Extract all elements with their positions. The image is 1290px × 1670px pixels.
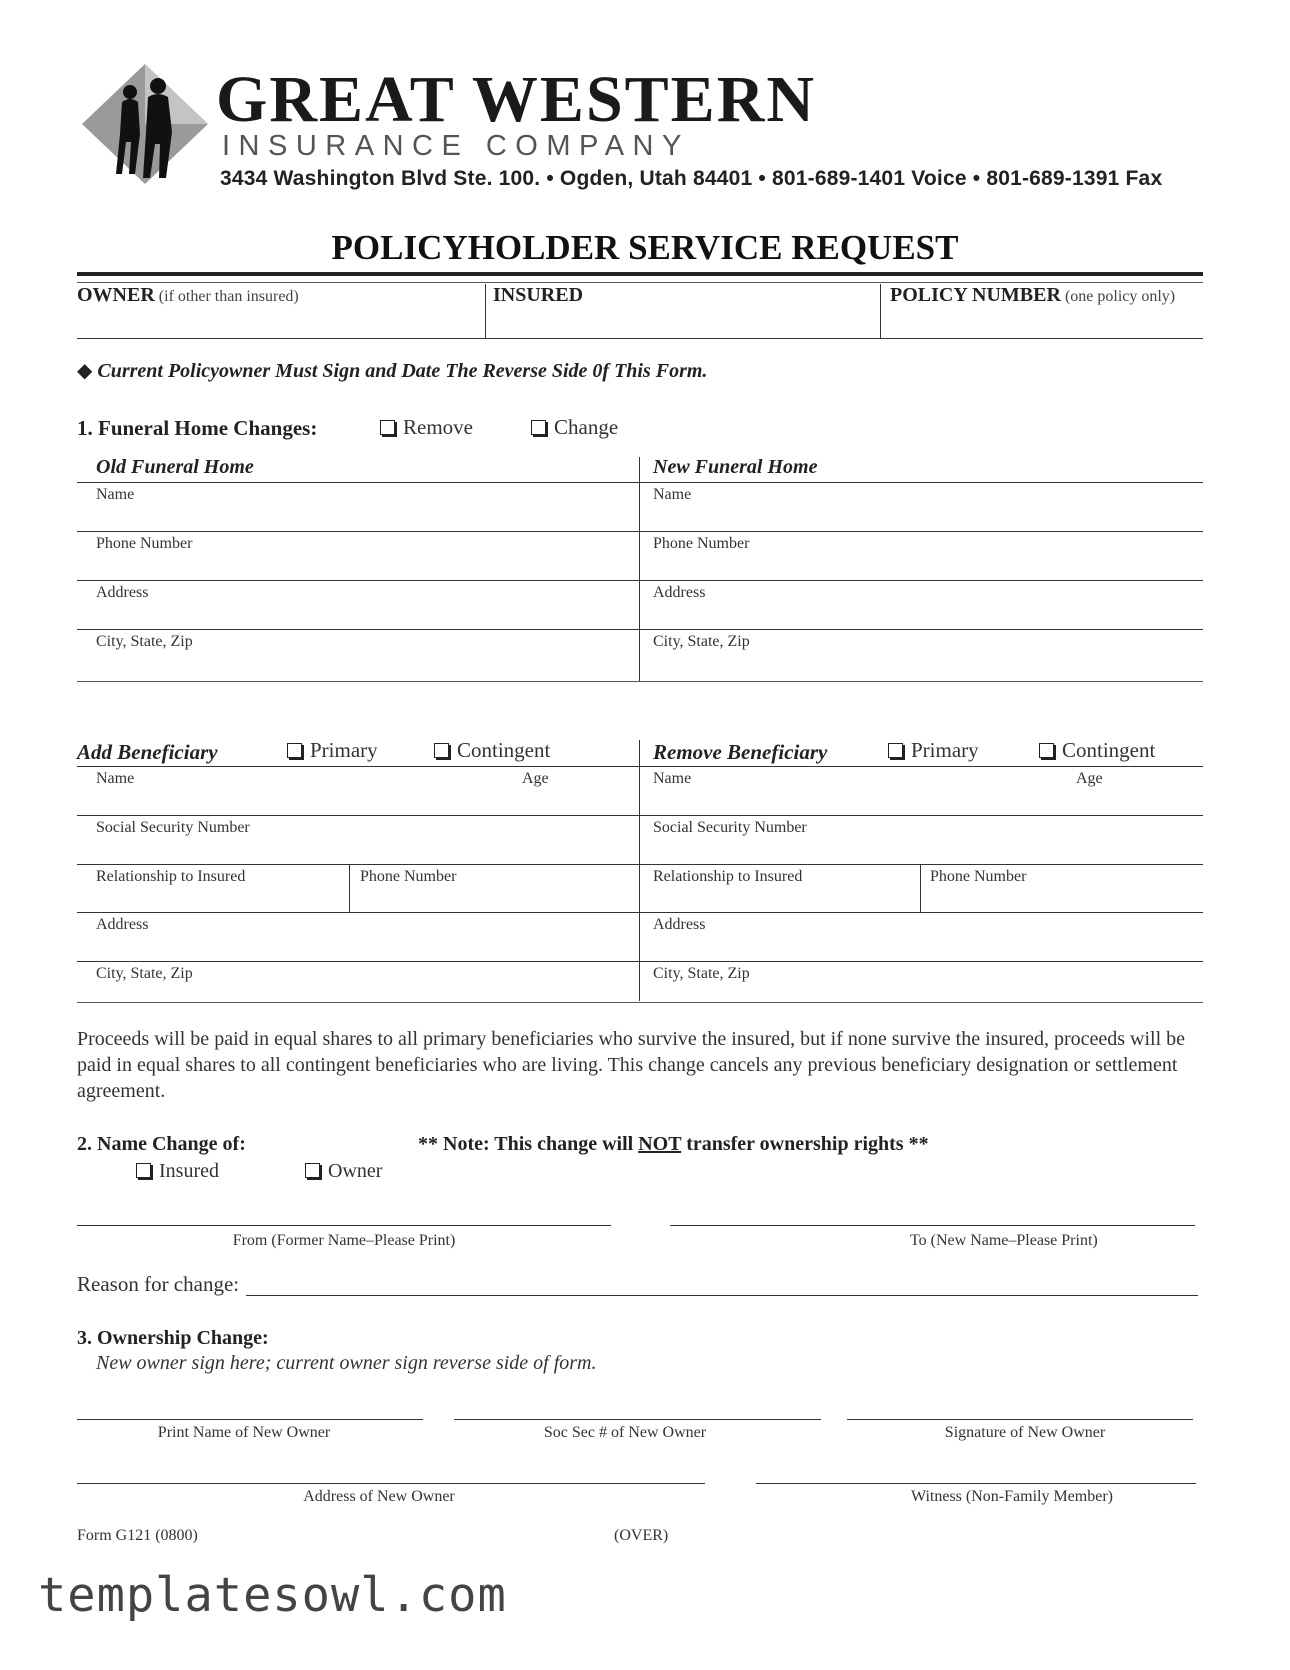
- remove-ben-age-field[interactable]: Age: [1076, 770, 1103, 787]
- signature-notice: ◆ Current Policyowner Must Sign and Date The Reverse Side 0f This Form.: [77, 360, 708, 382]
- former-name-caption: From (Former Name–Please Print): [232, 1232, 456, 1249]
- policy-note: (one policy only): [1064, 288, 1176, 305]
- new-name-caption: To (New Name–Please Print): [910, 1232, 1098, 1249]
- section1-title: 1. Funeral Home Changes:: [77, 416, 318, 440]
- new-owner-address-line[interactable]: [77, 1483, 705, 1484]
- new-owner-address-caption: Address of New Owner: [303, 1488, 455, 1505]
- ownership-note: ** Note: This change will NOT transfer ownership rights **: [418, 1133, 929, 1155]
- company-name: GREAT WESTERN: [216, 63, 817, 136]
- new-fh-name-field[interactable]: Name: [653, 486, 692, 503]
- remove-ben-name-field[interactable]: Name: [653, 770, 692, 787]
- reason-label: Reason for change:: [77, 1272, 240, 1296]
- add-ben-relationship-field[interactable]: Relationship to Insured: [96, 868, 246, 885]
- section2-title: 2. Name Change of:: [77, 1133, 246, 1155]
- policy-number-field[interactable]: [890, 284, 1203, 336]
- remove-ben-address-field[interactable]: Address: [653, 916, 706, 933]
- add-ben-phone-field[interactable]: Phone Number: [360, 868, 457, 885]
- insured-field[interactable]: [493, 284, 873, 336]
- print-name-line[interactable]: [77, 1419, 423, 1420]
- old-fh-name-field[interactable]: Name: [96, 486, 135, 503]
- form-title: POLICYHOLDER SERVICE REQUEST: [331, 228, 959, 267]
- former-name-line[interactable]: [77, 1225, 611, 1226]
- soc-sec-caption: Soc Sec # of New Owner: [543, 1424, 707, 1441]
- name-change-insured-checkbox[interactable]: Insured: [136, 1160, 219, 1183]
- remove-ben-ssn-field[interactable]: Social Security Number: [653, 819, 807, 836]
- company-address: 3434 Washington Blvd Ste. 100. • Ogden, Utah 84401 • 801-689-1401 Voice • 801-689-1391 Fax: [220, 167, 1163, 190]
- new-name-line[interactable]: [670, 1225, 1195, 1226]
- new-funeral-home-heading: New Funeral Home: [653, 456, 818, 478]
- old-fh-phone-field[interactable]: Phone Number: [96, 535, 193, 552]
- remove-ben-relationship-field[interactable]: Relationship to Insured: [653, 868, 803, 885]
- add-contingent-checkbox[interactable]: Contingent: [434, 738, 550, 763]
- add-ben-city-field[interactable]: City, State, Zip: [96, 965, 193, 982]
- signature-line[interactable]: [847, 1419, 1193, 1420]
- name-change-owner-checkbox[interactable]: Owner: [305, 1160, 382, 1183]
- owner-label: OWNER: [77, 284, 155, 306]
- add-ben-age-field[interactable]: Age: [522, 770, 549, 787]
- remove-contingent-checkbox[interactable]: Contingent: [1039, 738, 1155, 763]
- new-fh-phone-field[interactable]: Phone Number: [653, 535, 750, 552]
- print-name-caption: Print Name of New Owner: [157, 1424, 331, 1441]
- add-beneficiary-heading: Add Beneficiary: [77, 740, 218, 764]
- signature-caption: Signature of New Owner: [944, 1424, 1106, 1441]
- form-id: Form G121 (0800): [77, 1527, 198, 1544]
- old-funeral-home-heading: Old Funeral Home: [96, 456, 254, 478]
- remove-ben-city-field[interactable]: City, State, Zip: [653, 965, 750, 982]
- remove-primary-checkbox[interactable]: Primary: [888, 738, 979, 763]
- company-subtitle: INSURANCE COMPANY: [222, 130, 690, 162]
- new-fh-address-field[interactable]: Address: [653, 584, 706, 601]
- watermark: templatesowl.com: [38, 1568, 507, 1623]
- title-rule: [77, 272, 1203, 276]
- over-label: (OVER): [614, 1527, 669, 1544]
- remove-checkbox[interactable]: Remove: [380, 415, 473, 440]
- witness-line[interactable]: [756, 1483, 1196, 1484]
- reason-line[interactable]: [246, 1295, 1198, 1296]
- owner-note: (if other than insured): [158, 288, 299, 305]
- soc-sec-line[interactable]: [454, 1419, 821, 1420]
- policy-label: POLICY NUMBER: [890, 284, 1061, 306]
- add-ben-address-field[interactable]: Address: [96, 916, 149, 933]
- witness-caption: Witness (Non-Family Member): [911, 1488, 1113, 1505]
- owner-field[interactable]: [77, 284, 485, 336]
- remove-beneficiary-heading: Remove Beneficiary: [653, 740, 828, 764]
- remove-ben-phone-field[interactable]: Phone Number: [930, 868, 1027, 885]
- section3-instruction: New owner sign here; current owner sign reverse side of form.: [96, 1352, 597, 1374]
- new-fh-city-field[interactable]: City, State, Zip: [653, 633, 750, 650]
- add-ben-ssn-field[interactable]: Social Security Number: [96, 819, 250, 836]
- company-logo: [80, 62, 210, 187]
- add-ben-name-field[interactable]: Name: [96, 770, 135, 787]
- add-primary-checkbox[interactable]: Primary: [287, 738, 378, 763]
- insured-label: INSURED: [493, 284, 584, 306]
- proceeds-paragraph: Proceeds will be paid in equal shares to all primary beneficiaries who survive the insured, but if none survive the insured, proceeds will be paid in equal shares to all contingent beneficiaries who are living. This change cancels any previous beneficiary designation or settlement agreement.: [77, 1028, 1186, 1102]
- old-fh-city-field[interactable]: City, State, Zip: [96, 633, 193, 650]
- section3-title: 3. Ownership Change:: [77, 1327, 269, 1349]
- old-fh-address-field[interactable]: Address: [96, 584, 149, 601]
- change-checkbox[interactable]: Change: [531, 415, 618, 440]
